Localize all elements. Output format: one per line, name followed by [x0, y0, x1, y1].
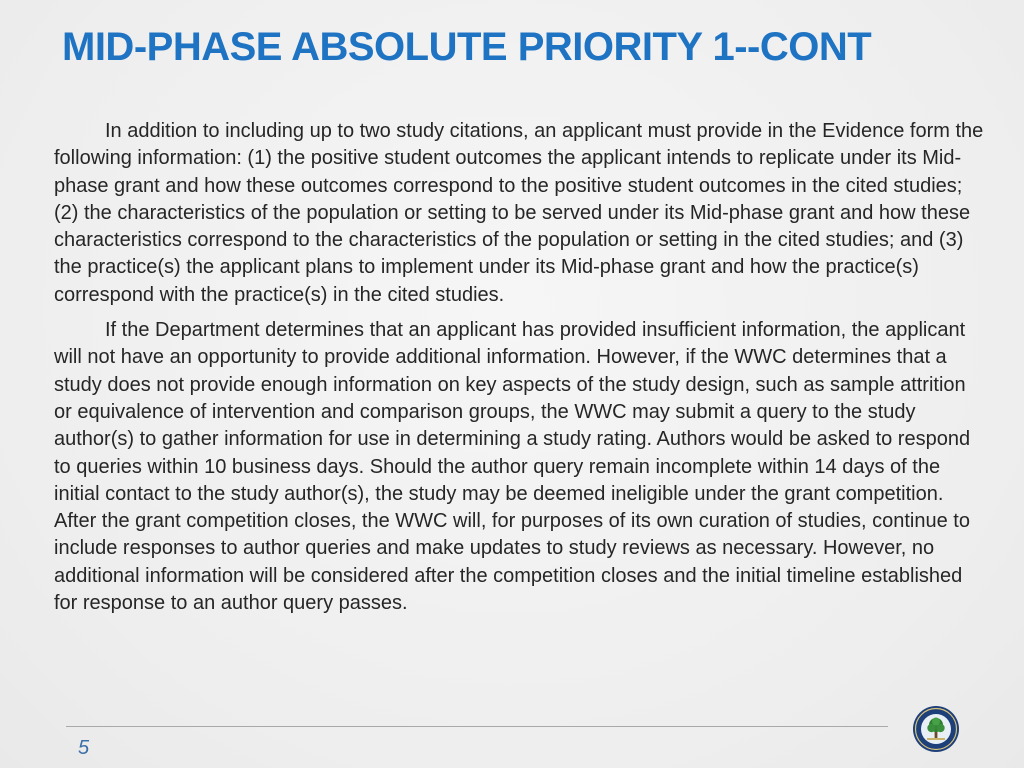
slide-body [54, 118, 984, 625]
department-of-education-seal-icon [912, 705, 960, 753]
slide-title: MID-PHASE ABSOLUTE PRIORITY 1--CONT [62, 25, 872, 69]
footer-divider [66, 726, 888, 727]
paragraph-evidence-requirements: In addition to including up to two study citations, an applicant must provide in the Evidence form the following information: (1) the positive student outcomes the applicant intends to replicate under its Mid-phase grant and how these outcomes correspond to the positive student outcomes in the cited studies; (2) the characteristics of the population or setting to be served under its Mid-phase grant and how these characteristics correspond to the characteristics of the population or setting in the cited studies; and (3) the practice(s) the applicant plans to implement under its Mid-phase grant and how the practice(s) correspond with the practice(s) in the cited studies. [54, 120, 984, 306]
paragraph-insufficient-information: If the Department determines that an applicant has provided insufficient information, the applicant will not have an opportunity to provide additional information. However, if the WWC determines that a study does not provide enough information on key aspects of the study design, such as sample attrition or equivalence of intervention and comparison groups, the WWC may submit a query to the study author(s) to gather information for use in determining a study rating. Authors would be asked to respond to queries within 10 business days. Should the author query remain incomplete within 14 days of the initial contact to the study author(s), the study may be deemed ineligible under the grant competition. After the grant competition closes, the WWC will, for purposes of its own curation of studies, continue to include responses to author queries and make updates to study reviews as necessary. However, no additional information will be considered after the competition closes and the initial timeline established for response to an author query passes. [54, 319, 971, 615]
page-number: 5 [78, 737, 90, 759]
